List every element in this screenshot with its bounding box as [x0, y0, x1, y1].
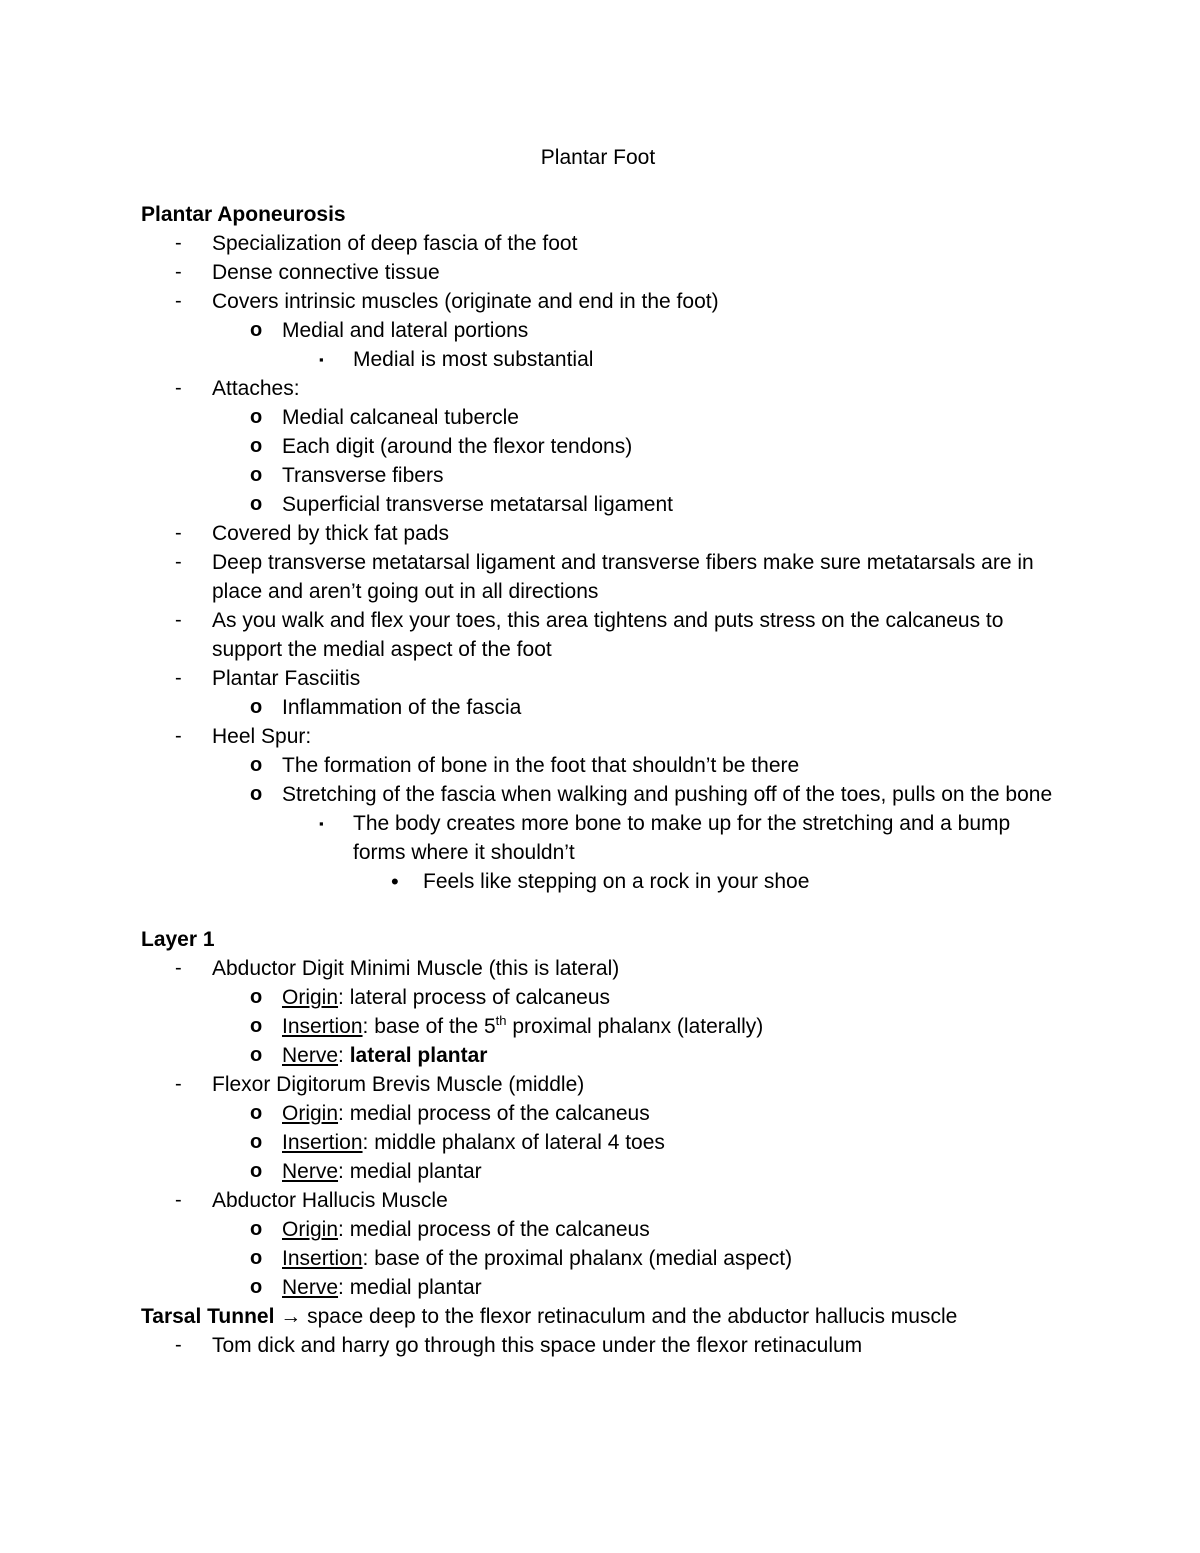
- tarsal-tunnel-definition: space deep to the flexor retinaculum and the abductor hallucis muscle: [301, 1305, 958, 1328]
- circle-bullet-icon: o: [250, 1247, 263, 1269]
- dash-marker: -: [175, 1073, 182, 1095]
- circle-bullet-icon: o: [250, 1131, 263, 1153]
- page-title: Plantar Foot: [540, 146, 656, 169]
- list-item: [141, 1012, 1061, 1041]
- circle-bullet-icon: o: [250, 1102, 263, 1124]
- blank-line: [141, 896, 1061, 925]
- list-item: [141, 1331, 1061, 1360]
- list-item-text: Specialization of deep fascia of the foot: [212, 232, 578, 255]
- colon: :: [338, 1218, 344, 1241]
- circle-bullet-icon: o: [250, 406, 263, 428]
- circle-bullet-icon: o: [250, 783, 263, 805]
- list-item: [141, 1186, 1061, 1215]
- muscle-name: Abductor Digit Minimi Muscle (this is lateral): [212, 957, 620, 980]
- origin-value: medial process of the calcaneus: [343, 1102, 650, 1125]
- dash-marker: -: [175, 377, 182, 399]
- circle-bullet-icon: o: [250, 1218, 263, 1240]
- list-item: [141, 548, 1061, 606]
- dash-marker: -: [175, 551, 182, 573]
- list-item-text: Transverse fibers: [282, 464, 444, 487]
- circle-bullet-icon: o: [250, 1276, 263, 1298]
- colon: :: [362, 1015, 369, 1038]
- list-item: [141, 345, 1061, 374]
- circle-bullet-icon: o: [250, 754, 263, 776]
- colon: :: [362, 1131, 369, 1154]
- origin-label: Origin: [282, 1218, 339, 1241]
- dash-marker: -: [175, 667, 182, 689]
- insertion-value: base of the proximal phalanx (medial aspect): [368, 1247, 793, 1270]
- muscle-name: Abductor Hallucis Muscle: [212, 1189, 448, 1212]
- nerve-label: Nerve: [282, 1160, 339, 1183]
- list-item-text: Medial calcaneal tubercle: [282, 406, 519, 429]
- origin-label: Origin: [282, 986, 339, 1009]
- dash-marker: -: [175, 957, 182, 979]
- colon: :: [338, 1276, 344, 1299]
- list-item-text: Medial is most substantial: [353, 348, 594, 371]
- list-item: [141, 403, 1061, 432]
- list-item: [141, 867, 1061, 896]
- origin-value: lateral process of calcaneus: [343, 986, 611, 1009]
- dash-marker: -: [175, 522, 182, 544]
- list-item-text: Each digit (around the flexor tendons): [282, 435, 633, 458]
- circle-bullet-icon: o: [250, 986, 263, 1008]
- list-item: [141, 664, 1061, 693]
- list-item: [141, 693, 1061, 722]
- insertion-label: Insertion: [282, 1015, 363, 1038]
- colon: :: [338, 986, 344, 1009]
- circle-bullet-icon: o: [250, 435, 263, 457]
- list-item-text: Superficial transverse metatarsal ligament: [282, 493, 674, 516]
- list-item-text: Attaches:: [212, 377, 300, 400]
- list-item-text: Deep transverse metatarsal ligament and transverse fibers make sure metatarsals are in place and aren’t going out in all directions: [212, 551, 1034, 603]
- list-item-text: The body creates more bone to make up for the stretching and a bump forms where it shouldn’t: [353, 812, 1011, 864]
- list-item-text: Covered by thick fat pads: [212, 522, 449, 545]
- circle-bullet-icon: o: [250, 464, 263, 486]
- list-item-text: Dense connective tissue: [212, 261, 440, 284]
- list-item: [141, 287, 1061, 316]
- insertion-label: Insertion: [282, 1131, 363, 1154]
- origin-label: Origin: [282, 1102, 339, 1125]
- square-bullet-icon: ▪: [319, 816, 324, 831]
- list-item-text: Heel Spur:: [212, 725, 312, 748]
- list-item-text: Plantar Fasciitis: [212, 667, 361, 690]
- list-item-text: Tom dick and harry go through this space under the flexor retinaculum: [212, 1334, 863, 1357]
- colon: :: [338, 1160, 344, 1183]
- list-item: [141, 1157, 1061, 1186]
- circle-bullet-icon: o: [250, 319, 263, 341]
- circle-bullet-icon: o: [250, 1160, 263, 1182]
- list-item: [141, 1070, 1061, 1099]
- list-item-text: Inflammation of the fascia: [282, 696, 522, 719]
- list-item: [141, 432, 1061, 461]
- list-item: [141, 1215, 1061, 1244]
- list-item: [141, 809, 1061, 867]
- list-item: [141, 1099, 1061, 1128]
- tarsal-tunnel-line: [141, 1302, 1061, 1331]
- dash-marker: -: [175, 1334, 182, 1356]
- section-heading-plantar-aponeurosis: Plantar Aponeurosis: [141, 203, 346, 226]
- section-heading-layer-1: Layer 1: [141, 928, 215, 951]
- list-item: [141, 316, 1061, 345]
- list-item: [141, 374, 1061, 403]
- dash-marker: -: [175, 232, 182, 254]
- list-item: [141, 490, 1061, 519]
- insertion-value: base of the 5: [368, 1015, 496, 1038]
- list-item: [141, 983, 1061, 1012]
- square-bullet-icon: ▪: [319, 352, 324, 367]
- arrow-right-icon: →: [280, 1305, 302, 1328]
- dash-marker: -: [175, 725, 182, 747]
- colon: :: [338, 1044, 344, 1067]
- ordinal-superscript: th: [495, 1013, 507, 1028]
- list-item: [141, 519, 1061, 548]
- list-item-text: The formation of bone in the foot that shouldn’t be there: [282, 754, 800, 777]
- notes-body: [141, 200, 1061, 1360]
- list-item: [141, 229, 1061, 258]
- dash-marker: -: [175, 1189, 182, 1211]
- dash-marker: -: [175, 609, 182, 631]
- insertion-value-rest: proximal phalanx (laterally): [506, 1015, 764, 1038]
- list-item: [141, 780, 1061, 809]
- list-item-text: Medial and lateral portions: [282, 319, 529, 342]
- list-item: [141, 1041, 1061, 1070]
- nerve-value: medial plantar: [343, 1160, 482, 1183]
- insertion-value: middle phalanx of lateral 4 toes: [368, 1131, 665, 1154]
- nerve-value: lateral plantar: [343, 1044, 488, 1067]
- list-item: [141, 1273, 1061, 1302]
- dash-marker: -: [175, 261, 182, 283]
- list-item: [141, 722, 1061, 751]
- list-item: [141, 461, 1061, 490]
- insertion-label: Insertion: [282, 1247, 363, 1270]
- origin-value: medial process of the calcaneus: [343, 1218, 650, 1241]
- list-item-text: Covers intrinsic muscles (originate and end in the foot): [212, 290, 719, 313]
- list-item: [141, 258, 1061, 287]
- list-item-text: As you walk and flex your toes, this area tightens and puts stress on the calcaneus to support the medial aspect of the foot: [212, 609, 1004, 661]
- list-item: [141, 751, 1061, 780]
- circle-bullet-icon: o: [250, 1015, 263, 1037]
- list-item-text: Stretching of the fascia when walking and pushing off of the toes, pulls on the bone: [282, 783, 1053, 806]
- circle-bullet-icon: o: [250, 493, 263, 515]
- section-heading-tarsal-tunnel: Tarsal Tunnel: [141, 1305, 275, 1328]
- nerve-label: Nerve: [282, 1276, 339, 1299]
- colon: :: [362, 1247, 369, 1270]
- list-item: [141, 1128, 1061, 1157]
- dot-bullet-icon: •: [391, 869, 399, 894]
- list-item: [141, 1244, 1061, 1273]
- nerve-value: medial plantar: [343, 1276, 482, 1299]
- circle-bullet-icon: o: [250, 1044, 263, 1066]
- list-item: [141, 954, 1061, 983]
- nerve-label: Nerve: [282, 1044, 339, 1067]
- list-item-text: Feels like stepping on a rock in your shoe: [423, 870, 810, 893]
- list-item: [141, 606, 1061, 664]
- circle-bullet-icon: o: [250, 696, 263, 718]
- muscle-name: Flexor Digitorum Brevis Muscle (middle): [212, 1073, 585, 1096]
- dash-marker: -: [175, 290, 182, 312]
- colon: :: [338, 1102, 344, 1125]
